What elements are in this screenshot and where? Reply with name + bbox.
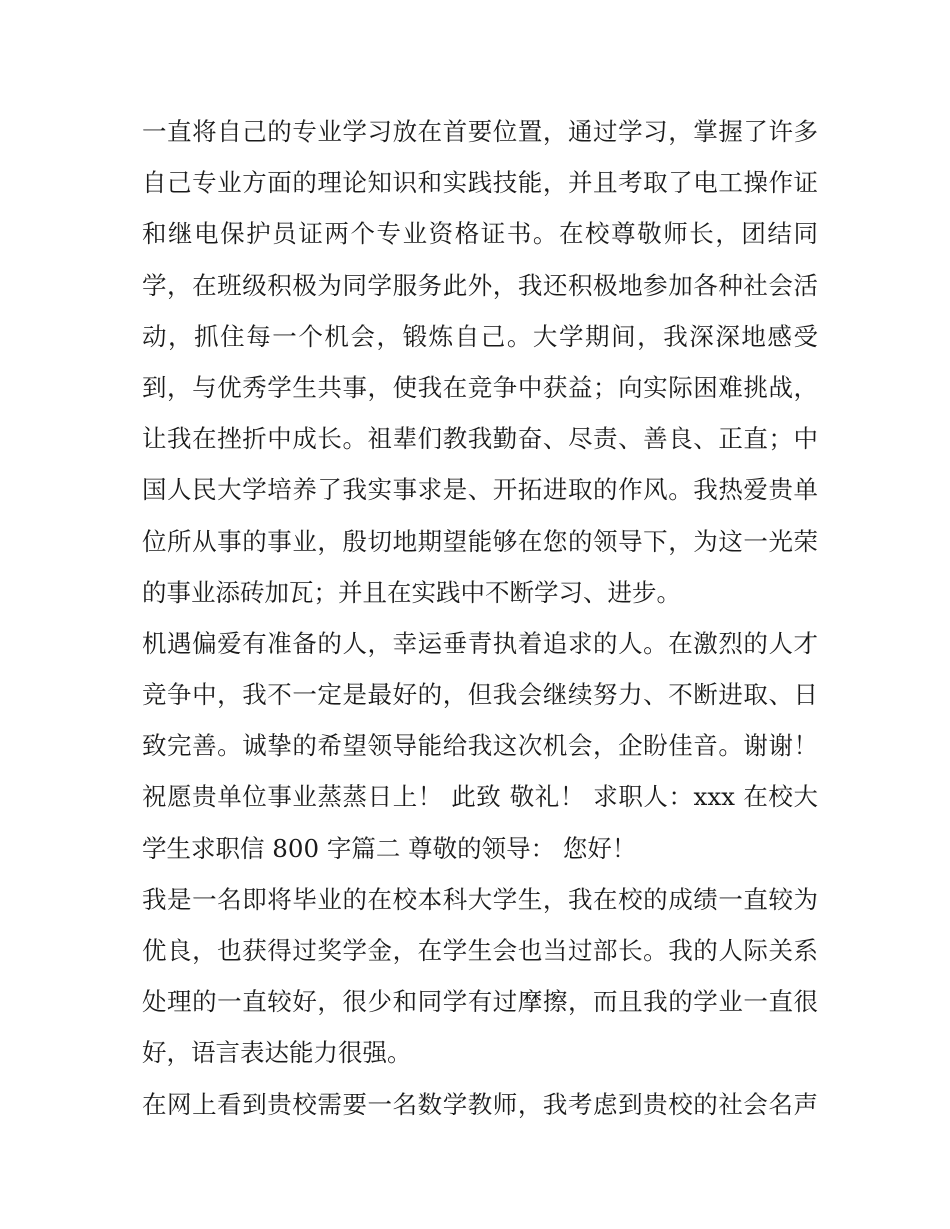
text-line: 和继电保护员证两个专业资格证书。在校尊敬师长，团结同 — [142, 219, 818, 249]
text-line: 自己专业方面的理论知识和实践技能，并且考取了电工操作证 — [142, 168, 818, 198]
text-line: 一直将自己的专业学习放在首要位置，通过学习，掌握了许多 — [142, 117, 818, 146]
text-line: 机遇偏爱有准备的人，幸运垂青执着追求的人。在激烈的人才 — [142, 628, 818, 658]
text-line: 祝愿贵单位事业蒸蒸日上！ 此致 敬礼！ 求职人：xxx 在校大 — [142, 782, 818, 812]
text-line: 优良，也获得过奖学金，在学生会也当过部长。我的人际关系 — [142, 936, 818, 965]
text-line: 竞争中，我不一定是最好的，但我会继续努力、不断进取、日 — [142, 680, 818, 710]
paragraph-end-line: 学生求职信 800 字篇二 尊敬的领导： 您好！ — [142, 833, 637, 863]
text-line: 国人民大学培养了我实事求是、开拓进取的作风。我热爱贵单 — [142, 475, 818, 505]
text-line: 到，与优秀学生共事，使我在竞争中获益；向实际困难挑战， — [142, 372, 818, 402]
text-line: 让我在挫折中成长。祖辈们教我勤奋、尽责、善良、正直；中 — [142, 424, 818, 454]
paragraph-end-line: 的事业添砖加瓦；并且在实践中不断学习、进步。 — [142, 577, 681, 607]
document-page — [142, 106, 818, 1130]
text-line: 位所从事的事业，殷切地期望能够在您的领导下，为这一光荣 — [142, 526, 818, 556]
text-line: 学，在班级积极为同学服务此外，我还积极地参加各种社会活 — [142, 270, 818, 300]
text-line: 致完善。诚挚的希望领导能给我这次机会，企盼佳音。谢谢！ — [142, 731, 818, 761]
text-line: 动，抓住每一个机会，锻炼自己。大学期间，我深深地感受 — [142, 321, 818, 351]
text-line: 在网上看到贵校需要一名数学教师，我考虑到贵校的社会名声 — [142, 1089, 818, 1119]
paragraph-end-line: 好，语言表达能力很强。 — [142, 1038, 412, 1068]
text-line: 处理的一直较好，很少和同学有过摩擦，而且我的学业一直很 — [142, 987, 818, 1017]
text-line: 我是一名即将毕业的在校本科大学生，我在校的成绩一直较为 — [142, 884, 818, 914]
